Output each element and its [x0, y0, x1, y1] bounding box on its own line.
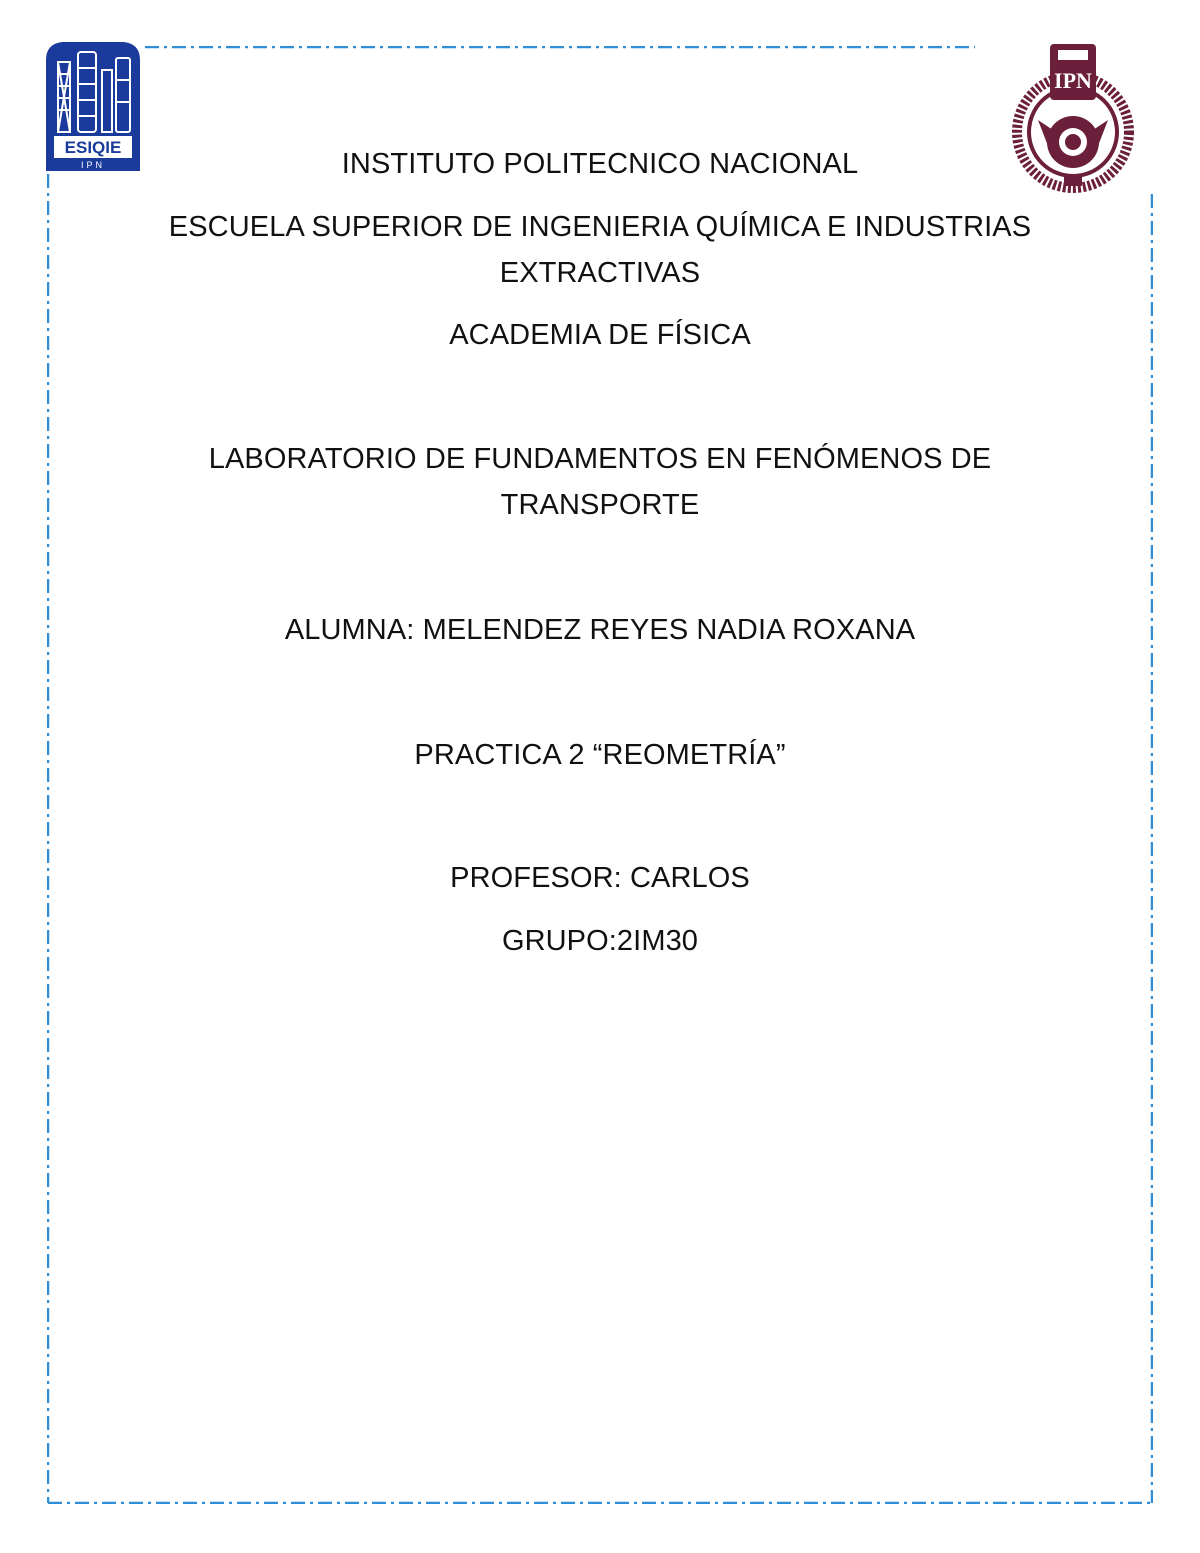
school-name: ESCUELA SUPERIOR DE INGENIERIA QUÍMICA E INDUSTRIAS EXTRACTIVAS — [168, 211, 1032, 289]
professor-name: PROFESOR: CARLOS — [450, 862, 750, 894]
academy-name: ACADEMIA DE FÍSICA — [449, 319, 751, 351]
practice-title: PRACTICA 2 “REOMETRÍA” — [414, 739, 786, 771]
svg-text:IPN: IPN — [1054, 68, 1092, 93]
svg-text:ESIQIE: ESIQIE — [64, 138, 122, 157]
group-code: GRUPO:2IM30 — [501, 925, 699, 957]
laboratory-name: LABORATORIO DE FUNDAMENTOS EN FENÓMENOS DE TRANSPORTE — [208, 443, 992, 521]
student-name: ALUMNA: MELENDEZ REYES NADIA ROXANA — [284, 614, 916, 646]
institution-name: INSTITUTO POLITECNICO NACIONAL — [341, 148, 859, 180]
svg-text:IPN: IPN — [80, 160, 106, 170]
